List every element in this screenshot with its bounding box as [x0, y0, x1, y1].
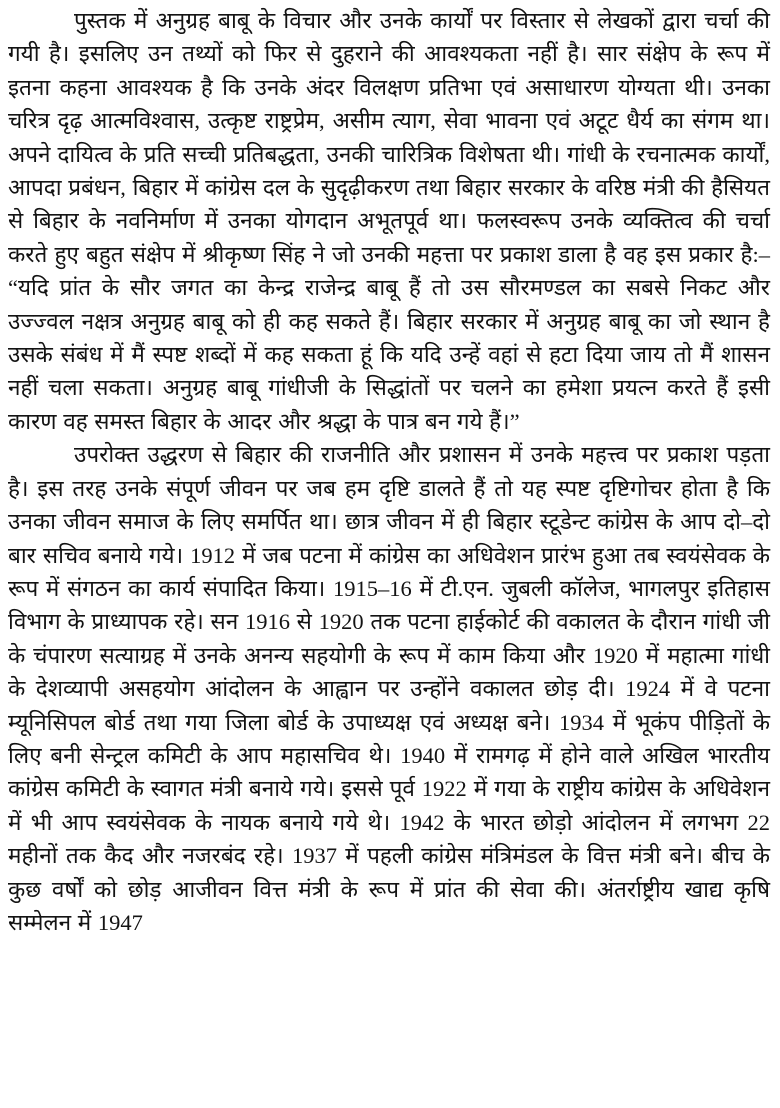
paragraph-biography-timeline: उपरोक्त उद्धरण से बिहार की राजनीति और प्रशासन में उनके महत्त्व पर प्रकाश पड़ता है। इस तरह उनके संपूर्ण जीवन पर जब हम दृष्टि डालते हैं तो यह स्पष्ट दृष्टिगोचर होता है कि उनका जीवन समाज के लिए समर्पित था। छात्र जीवन में ही बिहार स्टूडेन्ट कांग्रेस के आप दो–दो बार सचिव बनाये गये। 1912 में जब पटना में कांग्रेस का अधिवेशन प्रारंभ हुआ तब स्वयंसेवक के रूप में संगठन का कार्य संपादित किया। 1915–16 में टी.एन. जुबली कॉलेज, भागलपुर इतिहास विभाग के प्राध्यापक रहे। सन 1916 से 1920 तक पटना हाईकोर्ट की वकालत के दौरान गांधी जी के चंपारण सत्याग्रह में उनके अनन्य सहयोगी के रूप में काम किया और 1920 में महात्मा गांधी के देशव्यापी असहयोग आंदोलन के आह्वान पर उन्होंने वकालत छोड़ दी। 1924 में वे पटना म्यूनिसिपल बोर्ड तथा गया जिला बोर्ड के उपाध्यक्ष एवं अध्यक्ष बने। 1934 में भूकंप पीड़ितों के लिए बनी सेन्ट्रल कमिटी के आप महासचिव थे। 1940 में रामगढ़ में होने वाले अखिल भारतीय कांग्रेस कमिटी के स्वागत मंत्री बनाये गये। इससे पूर्व 1922 में गया के राष्ट्रीय कांग्रेस के अधिवेशन में भी आप स्वयंसेवक के नायक बनाये गये थे। 1942 के भारत छोड़ो आंदोलन में लगभग 22 महीनों तक कैद और नजरबंद रहे। 1937 में पहली कांग्रेस मंत्रिमंडल के वित्त मंत्री बने। बीच के कुछ वर्षों को छोड़ आजीवन वित्त मंत्री के रूप में प्रांत की सेवा की। अंतर्राष्ट्रीय खाद्य कृषि सम्मेलन में 1947: [8, 442, 770, 935]
paragraph-intro-anugrah-babu: पुस्तक में अनुग्रह बाबू के विचार और उनके कार्यों पर विस्तार से लेखकों द्वारा चर्चा की गयी है। इसलिए उन तथ्यों को फिर से दुहराने की आवश्यकता नहीं है। सार संक्षेप के रूप में इतना कहना आवश्यक है कि उनके अंदर विलक्षण प्रतिभा एवं असाधारण योग्यता थी। उनका चरित्र दृढ़ आत्मविश्वास, उत्कृष्ट राष्ट्रप्रेम, असीम त्याग, सेवा भावना एवं अटूट धैर्य का संगम था। अपने दायित्व के प्रति सच्ची प्रतिबद्धता, उनकी चारित्रिक विशेषता थी। गांधी के रचनात्मक कार्यों, आपदा प्रबंधन, बिहार में कांग्रेस दल के सुदृढ़ीकरण तथा बिहार सरकार के वरिष्ठ मंत्री की हैसियत से बिहार के नवनिर्माण में उनका योगदान अभूतपूर्व था। फलस्वरूप उनके व्यक्तित्व की चर्चा करते हुए बहुत संक्षेप में श्रीकृष्ण सिंह ने जो उनकी महत्ता पर प्रकाश डाला है वह इस प्रकार है:– “यदि प्रांत के सौर जगत का केन्द्र राजेन्द्र बाबू हैं तो उस सौरमण्डल का सबसे निकट और उज्ज्वल नक्षत्र अनुग्रह बाबू को ही कह सकते हैं। बिहार सरकार में अनुग्रह बाबू का जो स्थान है उसके संबंध में मैं स्पष्ट शब्दों में कह सकता हूं कि यदि उन्हें वहां से हटा दिया जाय तो मैं शासन नहीं चला सकता। अनुग्रह बाबू गांधीजी के सिद्धांतों पर चलने का हमेशा प्रयत्न करते हैं इसी कारण वह समस्त बिहार के आदर और श्रद्धा के पात्र बन गये हैं।”: [8, 8, 770, 434]
